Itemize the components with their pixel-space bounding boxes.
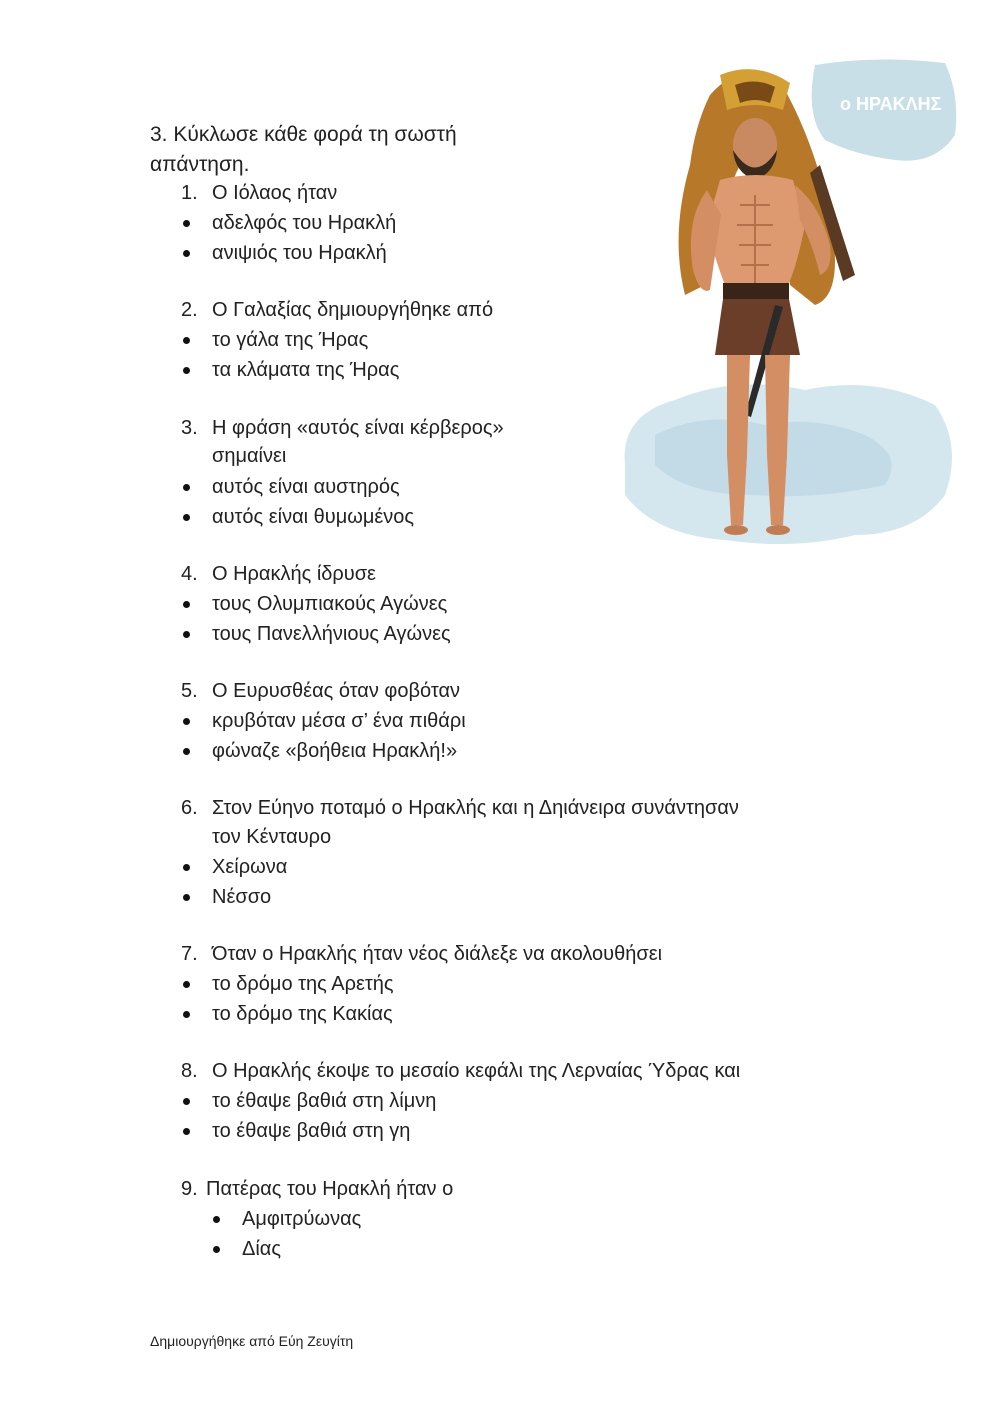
question-7-number: 7. (181, 943, 198, 965)
bullet-icon (183, 601, 190, 608)
question-3-number: 3. (181, 417, 198, 439)
bullet-icon (183, 220, 190, 227)
question-1-text: Ο Ιόλαος ήταν (212, 182, 338, 204)
question-5-option-1[interactable]: κρυβόταν μέσα σ’ ένα πιθάρι (212, 710, 466, 732)
bullet-icon (183, 1011, 190, 1018)
question-9-option-1[interactable]: Αμφιτρύωνας (242, 1208, 362, 1230)
question-9-text: Πατέρας του Ηρακλή ήταν ο (206, 1178, 454, 1200)
question-7-text: Όταν ο Ηρακλής ήταν νέος διάλεξε να ακολουθήσει (212, 943, 663, 965)
question-4-number: 4. (181, 563, 198, 585)
bullet-icon (183, 981, 190, 988)
question-2-option-1[interactable]: το γάλα της Ήρας (212, 329, 369, 351)
question-1-number: 1. (181, 182, 198, 204)
question-6-text: Στον Εύηνο ποταμό ο Ηρακλής και η Δηιάνειρα συνάντησαν (212, 797, 739, 819)
heracles-illustration (615, 55, 965, 555)
question-4-option-1[interactable]: τους Ολυμπιακούς Αγώνες (212, 593, 448, 615)
question-6-option-1[interactable]: Χείρωνα (212, 856, 288, 878)
bullet-icon (213, 1216, 220, 1223)
bullet-icon (183, 514, 190, 521)
bullet-icon (183, 894, 190, 901)
question-4-option-2[interactable]: τους Πανελλήνιους Αγώνες (212, 623, 451, 645)
bullet-icon (183, 250, 190, 257)
question-7-option-1[interactable]: το δρόμο της Αρετής (212, 973, 394, 995)
author-footer: Δημιουργήθηκε από Εύη Ζευγίτη (150, 1333, 354, 1349)
bullet-icon (183, 1128, 190, 1135)
question-6-number: 6. (181, 797, 198, 819)
question-4-text: Ο Ηρακλής ίδρυσε (212, 563, 376, 585)
question-1-option-1[interactable]: αδελφός του Ηρακλή (212, 212, 397, 234)
question-6-text-continued: τον Κένταυρο (212, 826, 332, 848)
question-8-option-2[interactable]: το έθαψε βαθιά στη γη (212, 1120, 411, 1142)
question-9-option-2[interactable]: Δίας (242, 1238, 282, 1260)
bullet-icon (183, 367, 190, 374)
bullet-icon (183, 484, 190, 491)
question-2-number: 2. (181, 299, 198, 321)
bullet-icon (183, 631, 190, 638)
question-5-option-2[interactable]: φώναζε «βοήθεια Ηρακλή!» (212, 740, 458, 762)
bullet-icon (183, 748, 190, 755)
question-3-option-1[interactable]: αυτός είναι αυστηρός (212, 476, 400, 498)
question-2-option-2[interactable]: τα κλάματα της Ήρας (212, 359, 400, 381)
question-5-number: 5. (181, 680, 198, 702)
question-8-number: 8. (181, 1060, 198, 1082)
question-1-option-2[interactable]: ανιψιός του Ηρακλή (212, 242, 387, 264)
question-7-option-2[interactable]: το δρόμο της Κακίας (212, 1003, 393, 1025)
question-5-text: Ο Ευρυσθέας όταν φοβόταν (212, 680, 461, 702)
bullet-icon (183, 864, 190, 871)
bullet-icon (183, 337, 190, 344)
question-3-text: Η φράση «αυτός είναι κέρβερος» (212, 417, 504, 439)
bullet-icon (183, 1098, 190, 1105)
question-3-option-2[interactable]: αυτός είναι θυμωμένος (212, 506, 415, 528)
bullet-icon (183, 718, 190, 725)
question-6-option-2[interactable]: Νέσσο (212, 886, 272, 908)
question-2-text: Ο Γαλαξίας δημιουργήθηκε από (212, 299, 494, 321)
exercise-heading: 3. Κύκλωσε κάθε φορά τη σωστή απάντηση. (150, 123, 457, 176)
question-9-number: 9. (181, 1178, 198, 1200)
image-label: ο ΗΡΑΚΛΗΣ (840, 94, 942, 114)
bullet-icon (213, 1246, 220, 1253)
question-8-option-1[interactable]: το έθαψε βαθιά στη λίμνη (212, 1090, 437, 1112)
question-3-text-continued: σημαίνει (212, 445, 287, 467)
question-8-text: Ο Ηρακλής έκοψε το μεσαίο κεφάλι της Λερναίας Ύδρας και (212, 1060, 741, 1082)
